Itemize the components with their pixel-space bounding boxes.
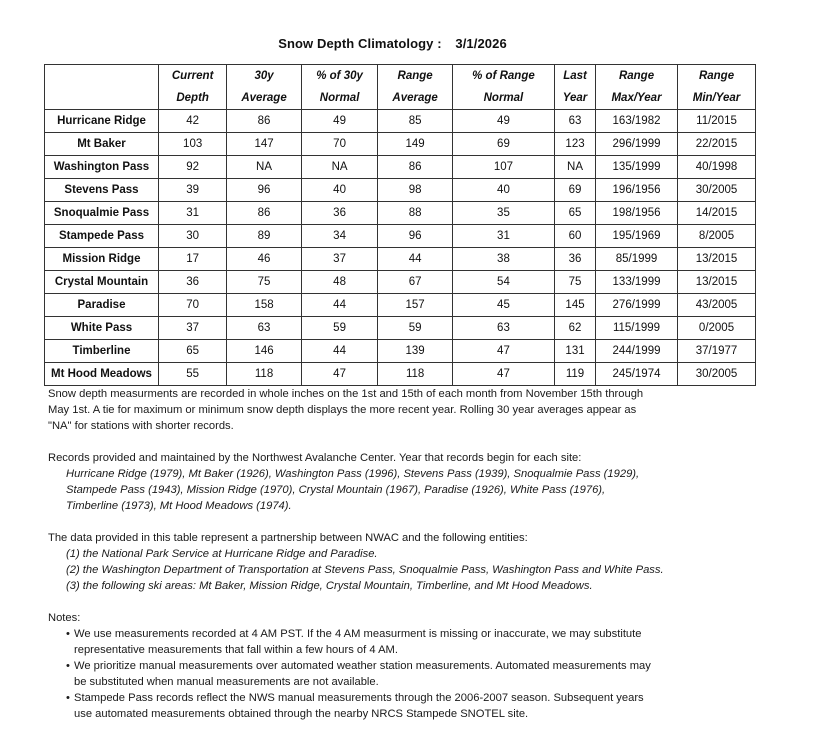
paragraph-line: (1) the National Park Service at Hurricane Ridge and Paradise. (66, 548, 378, 560)
list-item (66, 626, 768, 658)
station-name-cell: Stevens Pass (45, 179, 159, 202)
notes-heading: Notes: (48, 612, 81, 624)
table-cell: 0/2005 (678, 317, 756, 340)
table-cell: 69 (452, 133, 554, 156)
table-cell: 163/1982 (596, 110, 678, 133)
partnership-paragraph (48, 530, 768, 594)
table-cell: 37/1977 (678, 340, 756, 363)
table-cell: 88 (378, 202, 453, 225)
table-cell: 22/2015 (678, 133, 756, 156)
table-cell: 30/2005 (678, 363, 756, 386)
paragraph-line: Timberline (1973), Mt Hood Meadows (1974). (66, 500, 292, 512)
table-row (45, 110, 756, 133)
station-name-cell: Washington Pass (45, 156, 159, 179)
table-cell: 30 (159, 225, 227, 248)
paragraph-line: Hurricane Ridge (1979), Mt Baker (1926), Washington Pass (1996), Stevens Pass (1939), Snoqualmie Pass (1929), (66, 468, 640, 480)
table-cell: NA (227, 156, 302, 179)
header-line2: Min/Year (692, 92, 741, 104)
note-line: use automated measurements obtained through the nearby NRCS Stampede SNOTEL site. (74, 708, 529, 720)
station-name-cell: Hurricane Ridge (45, 110, 159, 133)
paragraph-line: (3) the following ski areas: Mt Baker, Mission Ridge, Crystal Mountain, Timberline, and Mt Hood Meadows. (66, 580, 593, 592)
table-cell: 44 (378, 248, 453, 271)
table-cell: 48 (301, 271, 378, 294)
table-cell: 119 (555, 363, 596, 386)
header-line1: % of Range (472, 70, 535, 82)
table-cell: 118 (227, 363, 302, 386)
table-cell: 276/1999 (596, 294, 678, 317)
table-cell: 49 (452, 110, 554, 133)
header-line1: Range (698, 70, 735, 82)
station-name-cell: Timberline (45, 340, 159, 363)
station-name-cell: Stampede Pass (45, 225, 159, 248)
table-cell: 63 (452, 317, 554, 340)
header-cell-pct-30y-normal (301, 65, 378, 110)
measurement-explanation (48, 386, 768, 434)
table-cell: 145 (555, 294, 596, 317)
table-cell: 157 (378, 294, 453, 317)
notes-section (48, 610, 768, 722)
header-line1: Last (563, 70, 587, 82)
table-cell: 89 (227, 225, 302, 248)
table-cell: 96 (227, 179, 302, 202)
list-item (66, 658, 768, 690)
table-cell: 70 (301, 133, 378, 156)
table-cell: 47 (301, 363, 378, 386)
title-text: Snow Depth Climatology : (278, 36, 442, 51)
table-row (45, 202, 756, 225)
table-cell: 49 (301, 110, 378, 133)
note-line: • Stampede Pass records reflect the NWS manual measurements through the 2006-2007 season. Subsequent years (74, 692, 644, 704)
table-header (45, 65, 756, 110)
station-name-cell: Mission Ridge (45, 248, 159, 271)
table-cell: 55 (159, 363, 227, 386)
table-cell: 65 (555, 202, 596, 225)
header-line1: % of 30y (316, 70, 363, 82)
table-cell: 46 (227, 248, 302, 271)
station-name-cell: Crystal Mountain (45, 271, 159, 294)
table-cell: 40 (452, 179, 554, 202)
header-cell-range-max-year (596, 65, 678, 110)
table-cell: 17 (159, 248, 227, 271)
header-cell-range-min-year (678, 65, 756, 110)
table-cell: 42 (159, 110, 227, 133)
title-date: 3/1/2026 (455, 36, 507, 51)
table-cell: 47 (452, 340, 554, 363)
table-cell: 96 (378, 225, 453, 248)
table-cell: 67 (378, 271, 453, 294)
paragraph-line: Stampede Pass (1943), Mission Ridge (1970), Crystal Mountain (1967), Paradise (1926), White Pass (1976), (66, 484, 606, 496)
table-cell: 34 (301, 225, 378, 248)
header-line2: Year (562, 92, 588, 104)
paragraph-line: (2) the Washington Department of Transportation at Stevens Pass, Snoqualmie Pass, Washington Pass and White Pass. (66, 564, 664, 576)
table-cell: 36 (301, 202, 378, 225)
table-cell: 43/2005 (678, 294, 756, 317)
table-cell: 36 (555, 248, 596, 271)
table-cell: 139 (378, 340, 453, 363)
table-cell: 44 (301, 294, 378, 317)
table-cell: 62 (555, 317, 596, 340)
header-line2: Average (241, 92, 287, 104)
station-name-cell: Snoqualmie Pass (45, 202, 159, 225)
table-cell: 131 (555, 340, 596, 363)
table-row (45, 271, 756, 294)
header-cell-30y-average (227, 65, 302, 110)
page-title (0, 36, 800, 51)
station-name-cell: Mt Baker (45, 133, 159, 156)
table-cell: 158 (227, 294, 302, 317)
table-cell: 198/1956 (596, 202, 678, 225)
table-cell: 13/2015 (678, 248, 756, 271)
table-cell: 54 (452, 271, 554, 294)
station-name-cell: Mt Hood Meadows (45, 363, 159, 386)
table-cell: 30/2005 (678, 179, 756, 202)
table-row (45, 317, 756, 340)
table-cell: 36 (159, 271, 227, 294)
table-cell: 107 (452, 156, 554, 179)
table-cell: 103 (159, 133, 227, 156)
header-line1: 30y (254, 70, 274, 82)
table-cell: 13/2015 (678, 271, 756, 294)
table-cell: 59 (378, 317, 453, 340)
table-cell: 44 (301, 340, 378, 363)
table-cell: 47 (452, 363, 554, 386)
table-cell: 86 (378, 156, 453, 179)
table-cell: 69 (555, 179, 596, 202)
paragraph-line: May 1st. A tie for maximum or minimum snow depth displays the more recent year. Rolling 30 year averages appear as (48, 404, 637, 416)
header-line2: Max/Year (611, 92, 662, 104)
table-cell: 63 (555, 110, 596, 133)
table-cell: 45 (452, 294, 554, 317)
table-cell: 63 (227, 317, 302, 340)
table-cell: 196/1956 (596, 179, 678, 202)
table-row (45, 133, 756, 156)
header-line2: Normal (319, 92, 360, 104)
table-row (45, 225, 756, 248)
table-cell: 149 (378, 133, 453, 156)
table-cell: 60 (555, 225, 596, 248)
note-line: • We use measurements recorded at 4 AM PST. If the 4 AM measurment is missing or inaccurate, we may substitute (74, 628, 642, 640)
header-line1: Range (618, 70, 655, 82)
header-line2: Depth (176, 92, 209, 104)
table-cell: 70 (159, 294, 227, 317)
table-row (45, 179, 756, 202)
table-cell: NA (301, 156, 378, 179)
table-cell: 38 (452, 248, 554, 271)
table-cell: 37 (159, 317, 227, 340)
table-cell: 75 (555, 271, 596, 294)
header-cell-range-average (378, 65, 453, 110)
table-cell: 85 (378, 110, 453, 133)
table-row (45, 156, 756, 179)
table-cell: 86 (227, 202, 302, 225)
table-cell: 115/1999 (596, 317, 678, 340)
table-cell: 86 (227, 110, 302, 133)
header-row (45, 65, 756, 110)
table-cell: 75 (227, 271, 302, 294)
paragraph-intro: The data provided in this table represent a partnership between NWAC and the following entities: (48, 532, 528, 544)
table-cell: 40/1998 (678, 156, 756, 179)
header-cell-current-depth (159, 65, 227, 110)
paragraph-line: Snow depth measurments are recorded in whole inches on the 1st and 15th of each month from November 15th through (48, 388, 644, 400)
table-cell: 244/1999 (596, 340, 678, 363)
table-row (45, 340, 756, 363)
header-cell-station (45, 65, 159, 110)
note-line: representative measurements that fall within a few hours of 4 AM. (74, 644, 398, 656)
table-cell: 59 (301, 317, 378, 340)
table-cell: 11/2015 (678, 110, 756, 133)
table-cell: 40 (301, 179, 378, 202)
station-name-cell: Paradise (45, 294, 159, 317)
table-cell: 31 (452, 225, 554, 248)
records-paragraph (48, 450, 768, 514)
table-cell: 195/1969 (596, 225, 678, 248)
table-cell: 35 (452, 202, 554, 225)
table-cell: 8/2005 (678, 225, 756, 248)
header-cell-pct-range-normal (452, 65, 554, 110)
header-line1: Current (171, 70, 214, 82)
table-cell: 146 (227, 340, 302, 363)
paragraph-line: "NA" for stations with shorter records. (48, 420, 234, 432)
paragraph-intro: Records provided and maintained by the Northwest Avalanche Center. Year that records begin for each site: (48, 452, 582, 464)
note-line: • We prioritize manual measurements over automated weather station measurements. Automated measurements may (74, 660, 651, 672)
table-cell: 92 (159, 156, 227, 179)
table-cell: 118 (378, 363, 453, 386)
table-row (45, 294, 756, 317)
snow-depth-table (44, 64, 756, 386)
header-cell-last-year (555, 65, 596, 110)
table-cell: 123 (555, 133, 596, 156)
header-line2: Average (392, 92, 438, 104)
table-cell: 65 (159, 340, 227, 363)
header-line1: Range (397, 70, 433, 82)
table-cell: 98 (378, 179, 453, 202)
notes-list (48, 626, 768, 722)
table-cell: 135/1999 (596, 156, 678, 179)
list-item (66, 690, 768, 722)
header-line2: Normal (483, 92, 524, 104)
table-cell: 85/1999 (596, 248, 678, 271)
table-cell: 245/1974 (596, 363, 678, 386)
table-row (45, 248, 756, 271)
table-cell: 296/1999 (596, 133, 678, 156)
table-cell: 31 (159, 202, 227, 225)
table-cell: 39 (159, 179, 227, 202)
table-row (45, 363, 756, 386)
table-cell: 37 (301, 248, 378, 271)
note-line: be substituted when manual measurements are not available. (74, 676, 379, 688)
station-name-cell: White Pass (45, 317, 159, 340)
table-cell: NA (555, 156, 596, 179)
table-cell: 147 (227, 133, 302, 156)
table-cell: 14/2015 (678, 202, 756, 225)
table-body (45, 110, 756, 386)
table-cell: 133/1999 (596, 271, 678, 294)
